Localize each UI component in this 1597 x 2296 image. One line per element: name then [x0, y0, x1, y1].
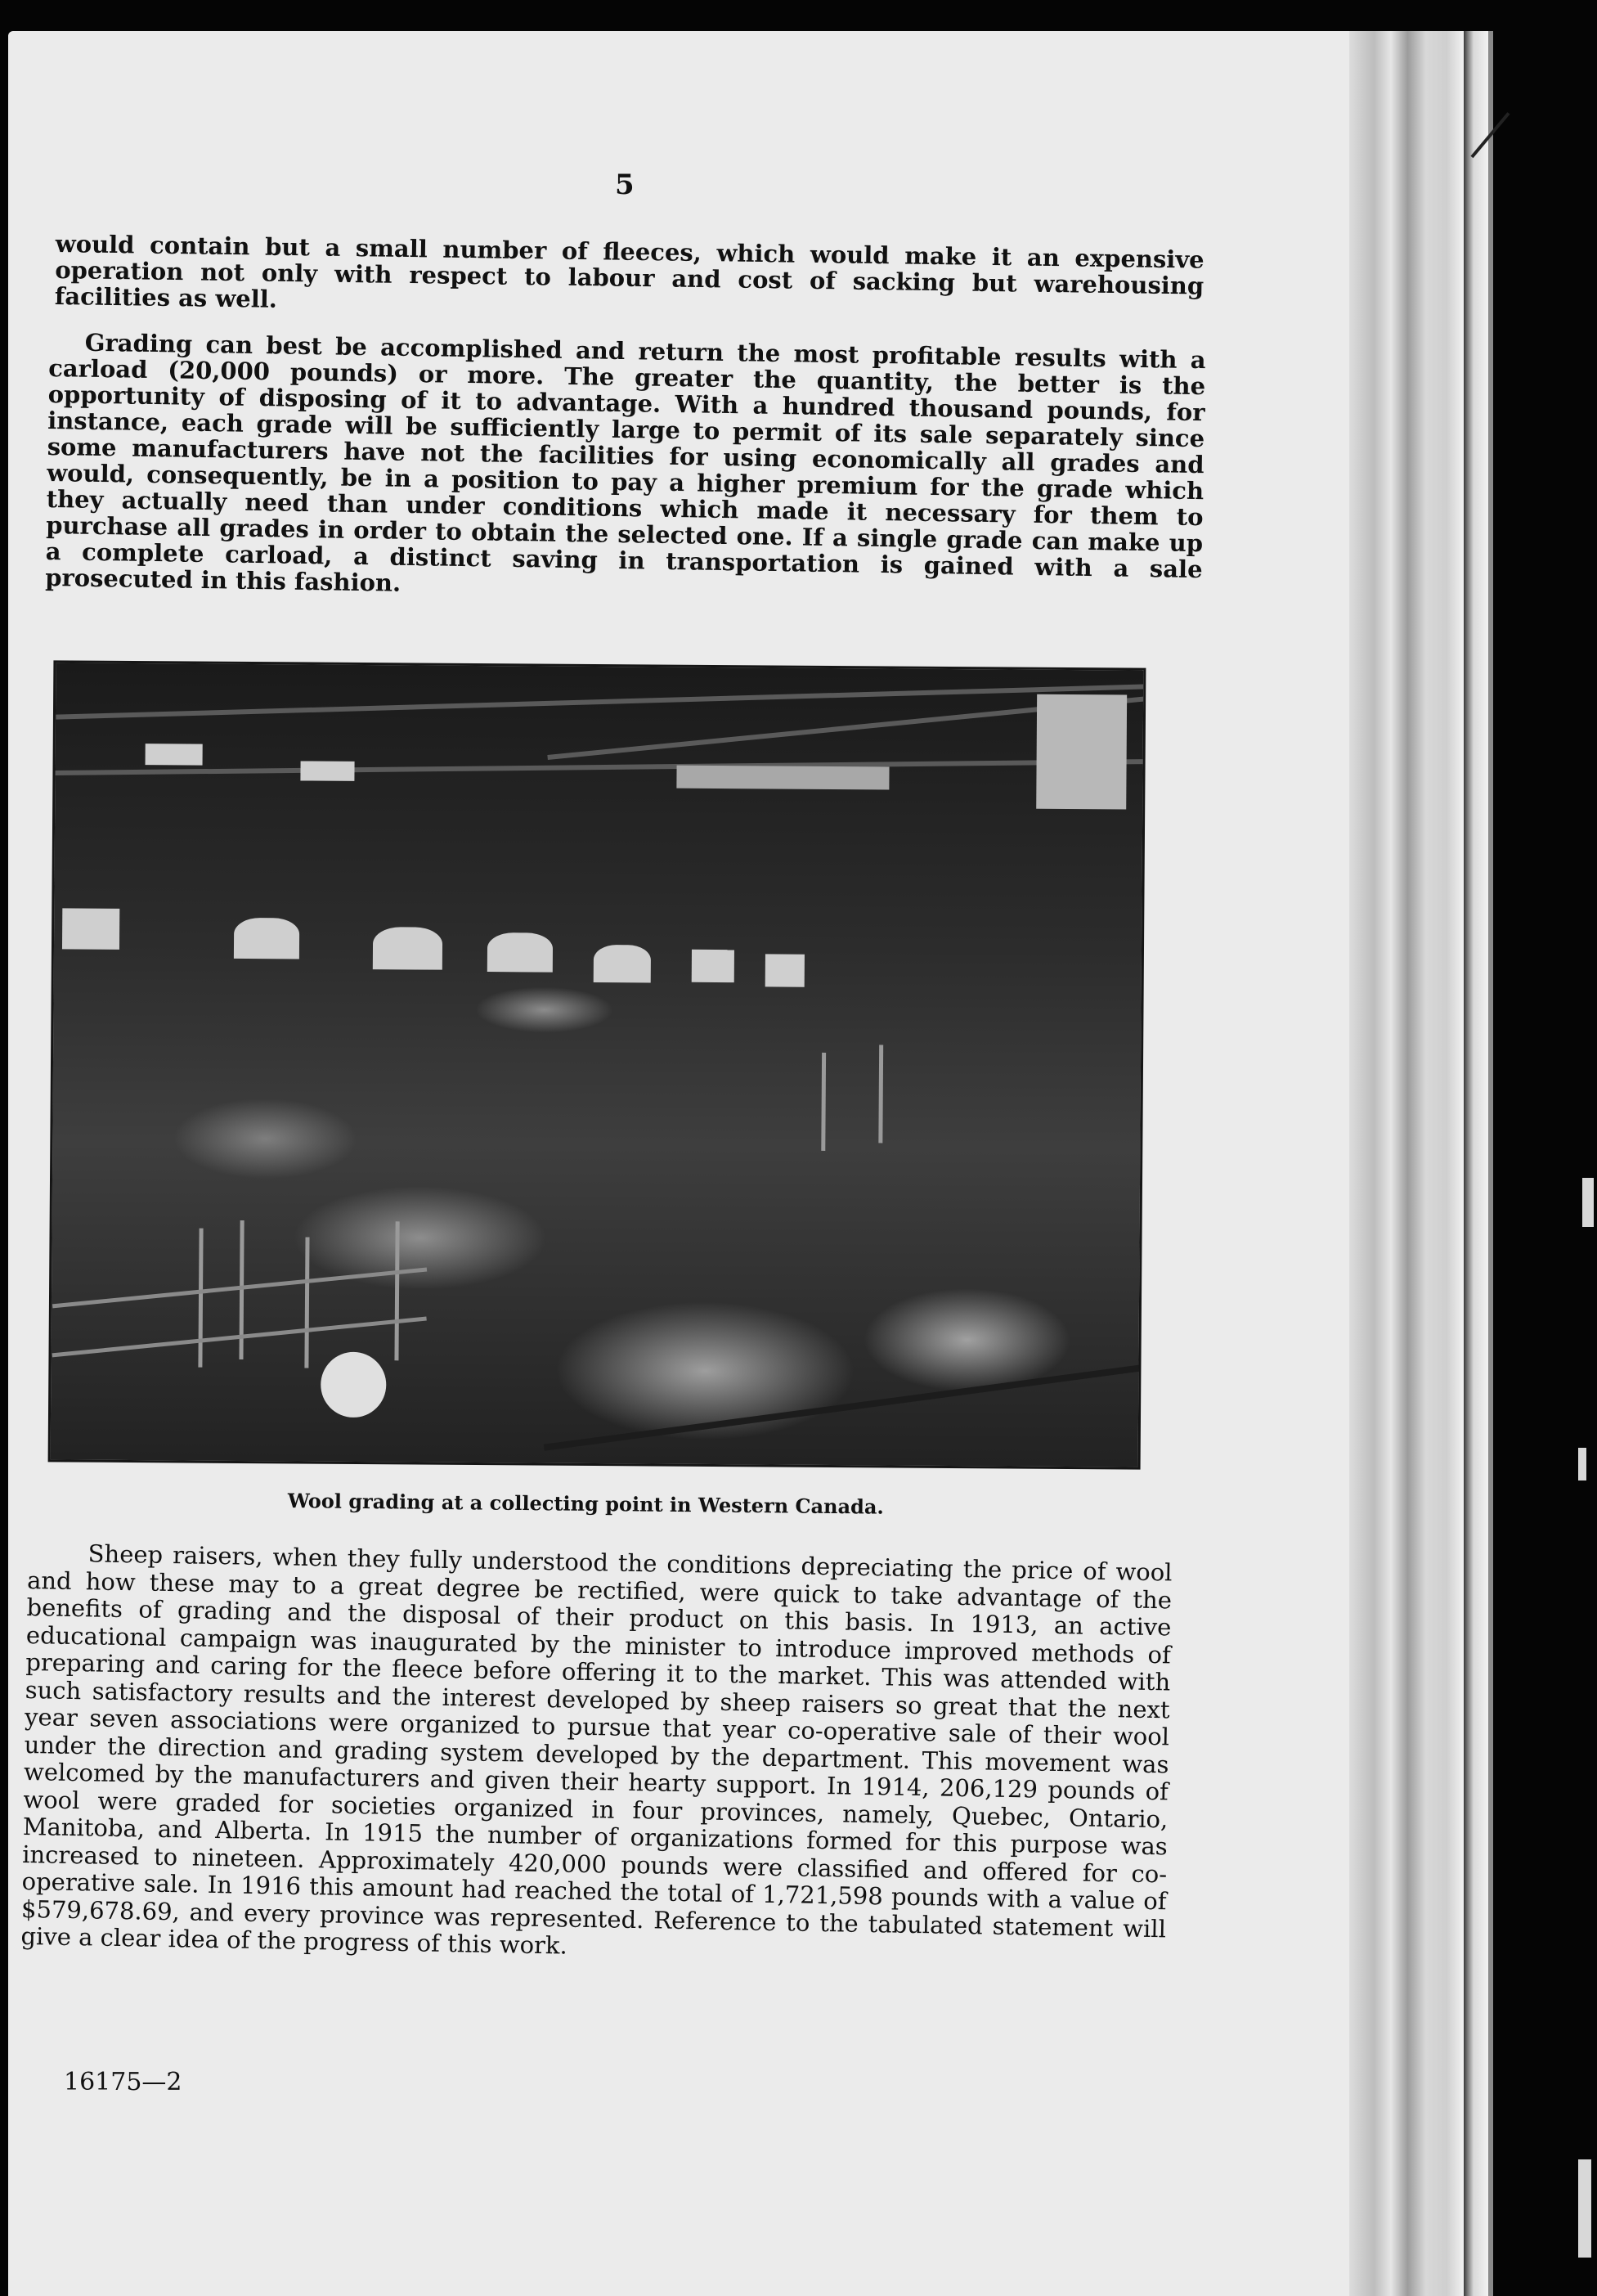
photo-skylight: [676, 766, 889, 790]
scan-speck: [1582, 1178, 1594, 1227]
photo-window: [234, 918, 299, 959]
photo-window: [1036, 694, 1127, 810]
photo-window: [62, 908, 119, 949]
photo-window: [373, 927, 442, 970]
photo-caption: Wool grading at a collecting point in Western Canada.: [287, 1489, 884, 1519]
scan-speck: [1578, 2159, 1591, 2258]
wool-grading-photo: [48, 660, 1146, 1469]
paragraph-3: Sheep raisers, when they fully understood the conditions depreciating the price of wool and how these may to a great degree be rectified, were quick to take advantage of the benefits of grading and the disposal of their product on this basis. In 1913, an active educational campaign was inaugurated by the minister to introduce improved methods of preparing and caring for the fleece before offering it to the market. This was attended with such satisfactory results and the interest developed by sheep raisers so great that the next year seven associations were organized to pursue that year co-operative sale of their wool under the direction and grading system developed by the department. This movement was welcomed by the manufacturers and given their hearty support. In 1914, 206,129 pounds of wool were graded for societies organized in four provinces, namely, Quebec, Ontario, Manitoba, and Alberta. In 1915 the number of organizations formed for this purpose was increased to nineteen. Approximately 420,000 pounds were classified and offered for co-operative sale. In 1916 this amount had reached the total of 1,721,598 pounds with a value of $579,678.69, and every province was represented. Reference to the tabulated statement will give a clear idea of the progress of this work.: [20, 1539, 1173, 1960]
scan-speck: [1578, 1448, 1586, 1480]
paragraph-2: Grading can best be accomplished and return the most profitable results with a carload (20,000 pounds) or more. The greater the quantity, the better is the opportunity of disposing of it to advantage. With a hundred thousand pounds, for instance, each grade will be sufficiently large to permit of its sale separately since some manufacturers have not the facilities for using economically all grades and would, consequently, be in a position to pay a higher premium for the grade which they actually need than under conditions which made it necessary for them to purchase all grades in order to obtain the selected one. If a single grade can make up a complete carload, a distinct saving in transportation is gained with a sale prosecuted in this fashion.: [44, 328, 1206, 597]
photo-fence-post: [198, 1229, 203, 1368]
photo-roof-beam: [56, 759, 1146, 775]
photo-window: [765, 954, 805, 986]
photo-skylight: [300, 761, 354, 780]
photo-window: [594, 945, 651, 982]
paragraph-1: would contain but a small number of fleeces, which would make it an expensive operation not only with respect to labour and cost of sacking but warehousing facilities as well.: [54, 230, 1204, 313]
photo-fence-post: [394, 1221, 399, 1360]
printer-mark: 16175—2: [64, 2068, 182, 2096]
photo-light-flare: [321, 1352, 387, 1418]
page-edge-line: [1488, 31, 1493, 2296]
photo-platform-edge: [544, 1364, 1142, 1450]
photo-fence-post: [878, 1045, 883, 1143]
photo-window: [487, 932, 553, 973]
page-number: 5: [615, 168, 635, 201]
photo-skylight: [146, 744, 203, 765]
photo-window: [692, 950, 734, 982]
photo-fence-post: [304, 1238, 309, 1368]
photo-fence-post: [821, 1053, 826, 1151]
page-edge-strip: [1464, 31, 1488, 2296]
